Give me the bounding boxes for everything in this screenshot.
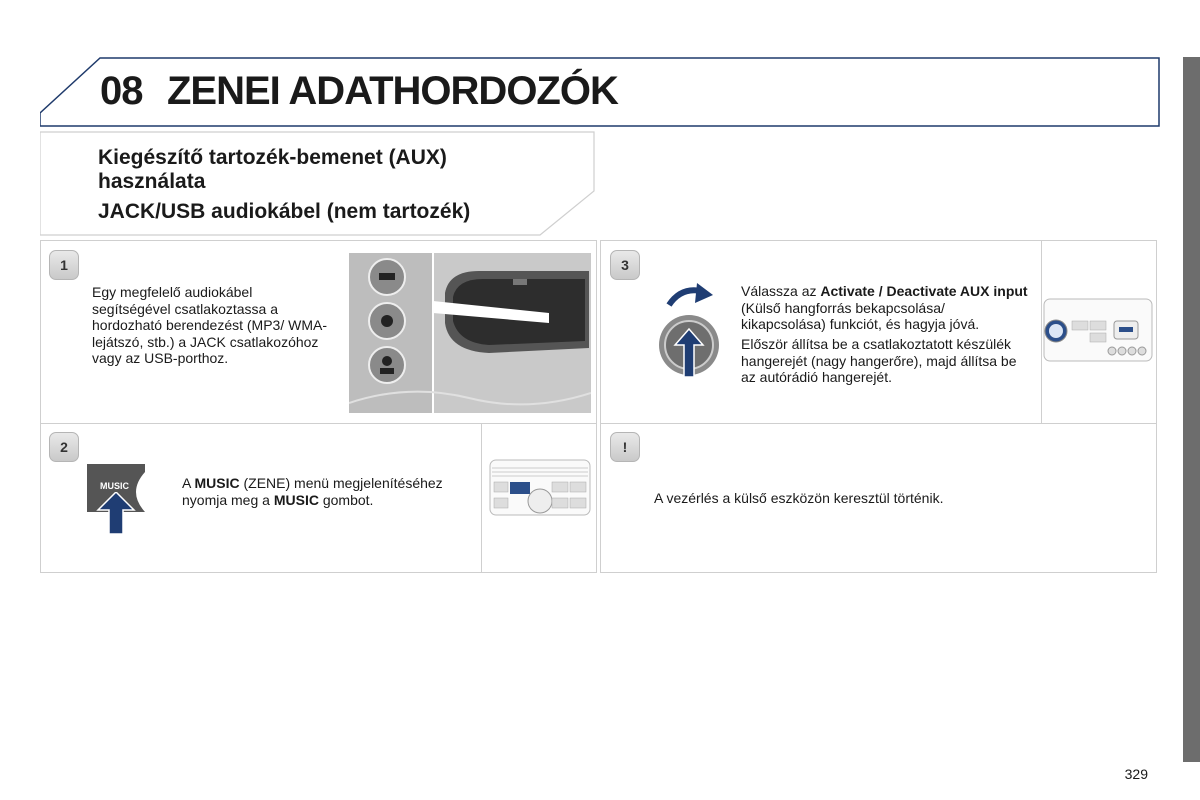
radio-knob-illustration (1041, 241, 1157, 423)
step1-panel (40, 240, 597, 424)
chapter-number: 08 (100, 69, 143, 113)
radio-panel-illustration (481, 424, 597, 572)
step3-panel (600, 240, 1157, 424)
radio-faceplate-knob (1042, 241, 1157, 423)
step2-text: A MUSIC (ZENE) menü megjelenítéséhez nyomja meg a MUSIC gombot. (182, 475, 443, 508)
step3-badge: 3 (610, 250, 640, 280)
music-button-label: MUSIC (100, 481, 129, 491)
section-subtitle: JACK/USB audiokábel (nem tartozék) (98, 200, 471, 223)
music-button-illustration (87, 464, 167, 534)
radio-faceplate (482, 424, 597, 572)
chapter-title: ZENEI ADATHORDOZÓK (167, 69, 618, 113)
step1-text: Egy megfelelő audiokábel segítségével csatlakoztassa a hordozható berendezést (MP3/ WMA-lejátszó, stb.) a JACK csatlakozóhoz vagy az USB-porthoz. (92, 284, 327, 366)
section-title: Kiegészítő tartozék-bemenet (AUX) használata (98, 146, 447, 193)
note-text: A vezérlés a külső eszközön keresztül történik. (654, 490, 944, 506)
page-edge-tab (1183, 57, 1200, 762)
note-panel (600, 423, 1157, 573)
chapter-header (40, 57, 1160, 127)
step2-badge: 2 (49, 432, 79, 462)
section-heading-box (40, 131, 596, 237)
arrow-up-icon (96, 492, 136, 534)
warning-icon: ! (610, 432, 640, 462)
rotary-knob-icon (657, 283, 723, 379)
step3-text-1: Válassza az Activate / Deactivate AUX input (Külső hangforrás bekapcsolása/ kikapcsolása) funkciót, és hagyja jóvá. (741, 283, 1028, 332)
page-number: 329 (1124, 766, 1148, 782)
aux-jack-usb-photo (349, 253, 591, 413)
step2-panel (40, 423, 597, 573)
step3-text-2: Először állítsa be a csatlakoztatott készülék hangerejét (nagy hangerőre), majd állítsa be az autórádió hangerejét. (741, 336, 1017, 385)
step1-badge: 1 (49, 250, 79, 280)
